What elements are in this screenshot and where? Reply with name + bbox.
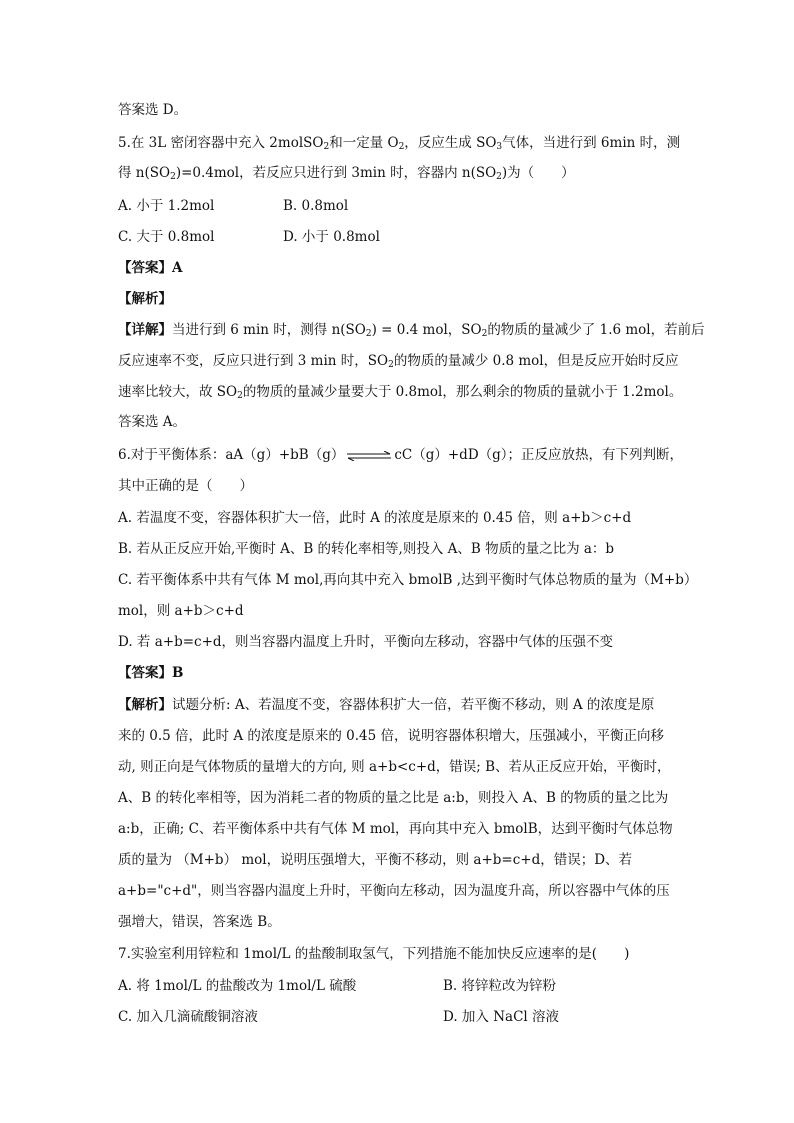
q6-option-d: D. 若 a+b=c+d，则当容器内温度上升时，平衡向左移动，容器中气体的压强不变 [118,634,614,650]
q7-option-b: B. 将锌粒改为锌粉 [443,978,557,994]
question-6-stem-cont: 其中正确的是（ ） [118,478,253,494]
q5-detail-line: 【详解】当进行到 6 min 时，测得 $n(SO_2) = 0.4$ mol，$SO_2$的物质的量减少了 1.6 mol，若前后 [118,322,705,339]
q5-detail-line: 答案选 A。 [118,414,187,430]
q7-option-d: D. 加入 NaCl 溶液 [443,1009,560,1025]
q6-analysis-line: 动, 则正向是气体物质的量增大的方向, 则 a+b<c+d，错误; B、若从正反应开始，平衡时， [118,759,671,775]
q5-answer: 【答案】A [118,260,183,276]
q5-option-c: C. 大于 0.8mol [118,229,215,245]
q6-analysis-line: a:b，正确; C、若平衡体系中共有气体 M mol，再向其中充入 bmolB，达到平衡时气体总物 [118,821,673,837]
q5-detail-line: 速率比较大，故 $SO_2$的物质的量减少量要大于 0.8mol，那么剩余的物质的量就小于 1.2mol。 [118,384,683,401]
text-line: 答案选 D。 [118,102,188,118]
q5-analysis-heading: 【解析】 [118,291,172,307]
q6-answer: 【答案】B [118,665,184,681]
q7-option-a: A. 将 1mol/L 的盐酸改为 1mol/L 硫酸 [118,978,357,994]
q6-analysis-line: a+b="c+d"，则当容器内温度上升时，平衡向左移动，因为温度升高，所以容器中气体的压 [118,883,670,899]
q5-option-a: A. 小于 1.2mol [118,198,215,214]
q7-option-c: C. 加入几滴硫酸铜溶液 [118,1009,258,1025]
question-5-stem-cont: 得 $n(SO_2)=0.4mol$，若反应只进行到 3min 时，容器内 $n(SO_2)$为（ ） [118,165,575,182]
q6-analysis-line: 【解析】试题分析: A、若温度不变，容器体积扩大一倍，若平衡不移动，则 A 的浓度是原 [118,697,655,713]
equilibrium-arrow-icon [346,451,392,461]
q6-option-a: A. 若温度不变，容器体积扩大一倍，此时 A 的浓度是原来的 0.45 倍，则 a+b＞c+d [118,510,632,526]
question-5-stem: 5.在 3L 密闭容器中充入 2molSO$_2$和一定量 $O_2$，反应生成 $SO_3$气体，当进行到 6min 时，测 [118,135,681,152]
q6-option-c: C. 若平衡体系中共有气体 M mol,再向其中充入 bmolB ,达到平衡时气体总物质的量为（M+b） [118,572,698,588]
q5-detail-line: 反应速率不变，反应只进行到 3 min 时，$SO_2$的物质的量减少 0.8 mol，但是反应开始时反应 [118,353,679,370]
q6-analysis-line: 强增大，错误，答案选 B。 [118,914,281,930]
q6-analysis-line: A、B 的转化率相等，因为消耗二者的物质的量之比是 a:b，则投入 A、B 的物质的量之比为 [118,790,669,806]
question-7-stem: 7.实验室利用锌粒和 1mol/L 的盐酸制取氢气，下列措施不能加快反应速率的是( ) [118,946,630,962]
q6-analysis-line: 来的 0.5 倍，此时 A 的浓度是原来的 0.45 倍，说明容器体积增大，压强减小，平衡正向移 [118,728,665,744]
q5-option-b: B. 0.8mol [283,198,349,214]
q5-option-d: D. 小于 0.8mol [283,229,380,245]
question-6-stem: 6.对于平衡体系：aA（g）+bB（g） cC（g）+dD（g）；正反应放热，有下列判断， [118,447,684,463]
q6-option-b: B. 若从正反应开始,平衡时 A、B 的转化率相等,则投入 A、B 物质的量之比为 a：b [118,541,615,557]
q6-option-c-cont: mol，则 a+b＞c+d [118,603,244,619]
q6-analysis-line: 质的量为 （M+b） mol，说明压强增大，平衡不移动，则 a+b=c+d，错误；D、若 [118,852,633,868]
